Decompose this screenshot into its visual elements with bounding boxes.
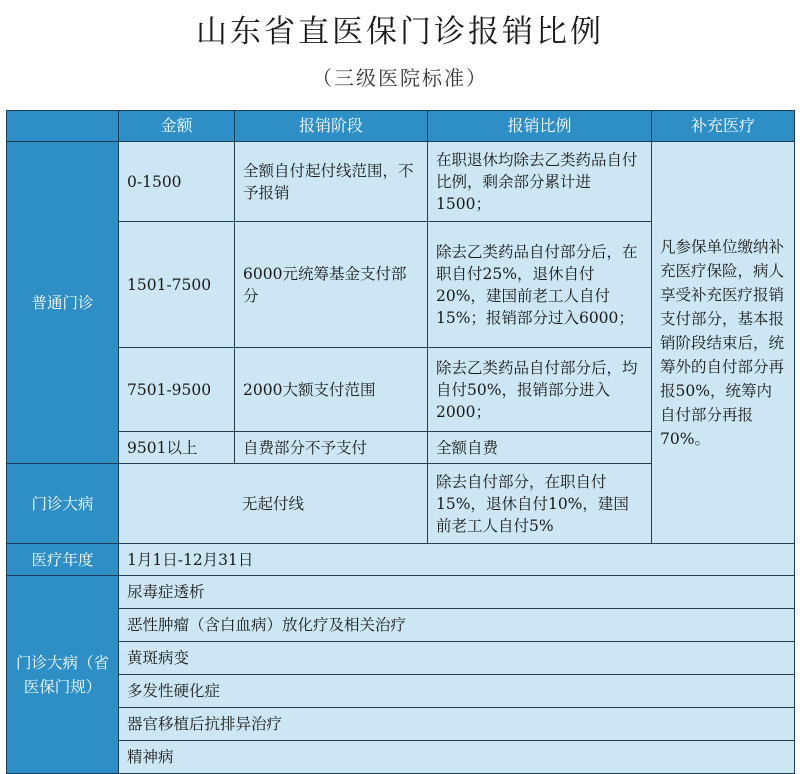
table-row — [7, 642, 795, 675]
list-item: 恶性肿瘤（含白血病）放化疗及相关治疗 — [119, 609, 795, 642]
header-ratio: 报销比例 — [428, 111, 652, 142]
major-illness-label: 门诊大病 — [7, 464, 119, 544]
ratio-cell: 全额自费 — [428, 432, 652, 464]
list-item: 黄斑病变 — [119, 642, 795, 675]
header-stage: 报销阶段 — [235, 111, 428, 142]
stage-cell: 全额自付起付线范围，不予报销 — [235, 142, 428, 222]
stage-cell: 6000元统筹基金支付部分 — [235, 222, 428, 348]
table-row — [7, 576, 795, 609]
table-row — [7, 708, 795, 741]
table-row — [7, 609, 795, 642]
stage-cell: 自费部分不予支付 — [235, 432, 428, 464]
stage-cell: 2000大额支付范围 — [235, 348, 428, 432]
table-header-row — [7, 111, 795, 142]
medical-year-label: 医疗年度 — [7, 544, 119, 576]
major-illness-stage: 无起付线 — [119, 464, 428, 544]
list-item: 精神病 — [119, 741, 795, 774]
list-item: 器官移植后抗排异治疗 — [119, 708, 795, 741]
ratio-cell: 除去乙类药品自付部分后，均自付50%，报销部分进入2000； — [428, 348, 652, 432]
ratio-cell: 在职退休均除去乙类药品自付比例，剩余部分累计进1500； — [428, 142, 652, 222]
header-empty — [7, 111, 119, 142]
list-item: 尿毒症透析 — [119, 576, 795, 609]
amount-cell: 1501-7500 — [119, 222, 235, 348]
general-outpatient-label: 普通门诊 — [7, 142, 119, 464]
table-row — [7, 675, 795, 708]
supplement-cell: 凡参保单位缴纳补充医疗保险，病人享受补充医疗报销支付部分，基本报销阶段结束后，统筹外的自付部分再报50%，统筹内自付部分再报70%。 — [652, 142, 795, 544]
amount-cell: 7501-9500 — [119, 348, 235, 432]
list-item: 多发性硬化症 — [119, 675, 795, 708]
page-title: 山东省直医保门诊报销比例 — [196, 14, 604, 50]
amount-cell: 9501以上 — [119, 432, 235, 464]
provincial-major-illness-label: 门诊大病（省医保门规） — [7, 576, 119, 774]
reimbursement-table — [6, 110, 795, 774]
ratio-cell: 除去乙类药品自付部分后，在职自付25%，退休自付20%，建国前老工人自付15%；报销部分过入6000； — [428, 222, 652, 348]
header-supplement: 补充医疗 — [652, 111, 795, 142]
table-row — [7, 741, 795, 774]
table-row — [7, 142, 795, 222]
header-amount: 金额 — [119, 111, 235, 142]
amount-cell: 0-1500 — [119, 142, 235, 222]
medical-year-value: 1月1日-12月31日 — [119, 544, 795, 576]
major-illness-ratio: 除去自付部分，在职自付15%，退休自付10%，建国前老工人自付5% — [428, 464, 652, 544]
table-row — [7, 544, 795, 576]
page-subtitle: （三级医院标准） — [312, 66, 488, 90]
